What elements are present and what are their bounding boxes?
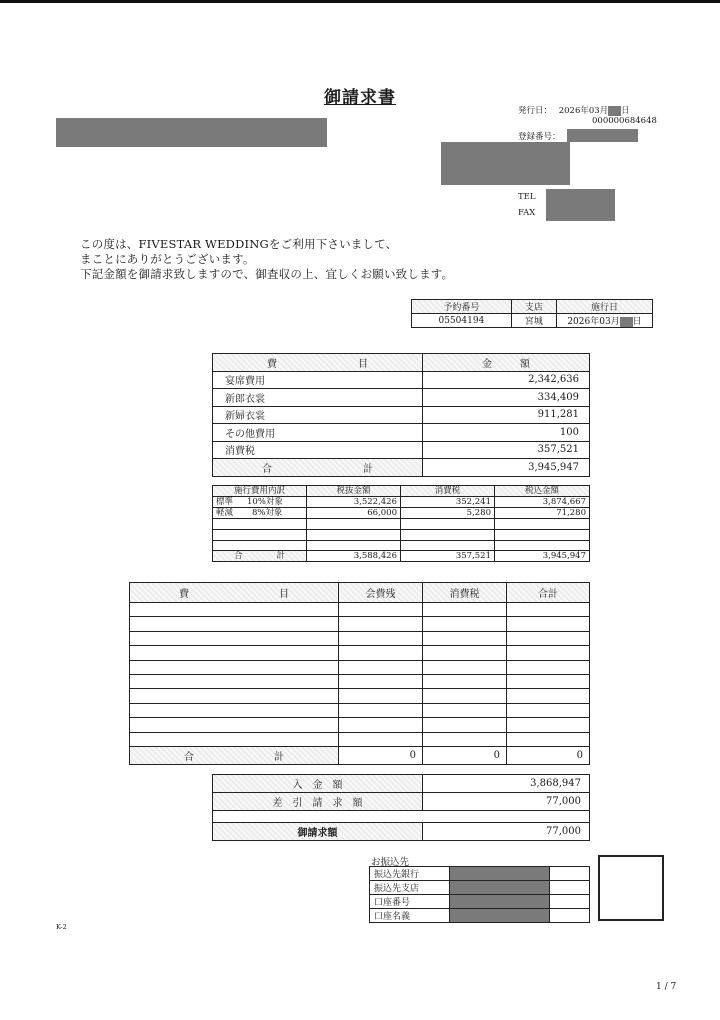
tax-category — [213, 497, 307, 508]
greeting-line-1: この度は、FIVESTAR WEDDINGをご利用下さいまして、 — [80, 237, 398, 251]
table-row — [130, 646, 590, 660]
page-number: 1 / 7 — [656, 982, 677, 992]
tel-label: TEL — [518, 192, 536, 202]
issue-date-label: 発行日： — [518, 106, 553, 116]
tax-category — [213, 508, 307, 519]
table-row — [213, 424, 590, 442]
cost-total-label — [213, 459, 423, 477]
table-row — [130, 689, 590, 703]
redacted-bank-value — [450, 881, 550, 895]
cost-label: 新郎衣裳 — [213, 389, 423, 407]
invoice-label: 御請求額 — [213, 823, 423, 841]
table-row — [213, 441, 590, 459]
greeting-line-2: まことにありがとうございます。 — [80, 252, 255, 266]
cost-header-amount-a: 金 — [482, 358, 492, 370]
fee-total-label-b: 計 — [274, 751, 284, 763]
table-row — [130, 617, 590, 631]
balance-amount: 77,000 — [423, 793, 590, 811]
top-border — [0, 0, 720, 3]
table-row — [130, 703, 590, 717]
issue-date — [518, 104, 630, 116]
table-row — [213, 519, 590, 530]
reservation-header-number: 予約番号 — [412, 300, 512, 314]
redacted-day — [620, 317, 633, 327]
fee-header-total: 合計 — [507, 583, 590, 603]
reservation-date-value: 2026年03月 — [567, 317, 620, 327]
table-row — [213, 371, 590, 389]
cost-label: 新婦衣裳 — [213, 406, 423, 424]
document-number: 000000684648 — [592, 116, 657, 126]
tax-total-label — [213, 551, 307, 562]
table-row — [370, 895, 590, 909]
fee-header-item-b: 目 — [279, 589, 289, 600]
reservation-date-suffix: 日 — [632, 317, 642, 327]
bank-table — [369, 866, 590, 923]
fee-total-balance: 0 — [339, 746, 423, 764]
cost-total-label-a: 合 — [262, 463, 272, 475]
fee-header-item-a: 費 — [179, 589, 189, 600]
table-row — [213, 529, 590, 540]
cost-header-item — [213, 354, 423, 372]
redacted-day — [608, 106, 621, 116]
greeting-line-3: 下記金額を御請求致しますので、御査収の上、宜しくお願い致します。 — [80, 267, 454, 281]
tax-net: 3,522,426 — [307, 497, 401, 508]
cost-total-amount: 3,945,947 — [423, 459, 590, 477]
tax-header-gross: 税込金額 — [495, 486, 590, 497]
issue-date-suffix: 日 — [621, 106, 630, 116]
table-row — [213, 508, 590, 519]
fee-total-label — [130, 746, 339, 764]
cost-amount: 357,521 — [423, 441, 590, 459]
table-row — [130, 660, 590, 674]
tax-total-label-a: 合 — [234, 551, 243, 562]
cost-label: 消費税 — [213, 441, 423, 459]
table-row — [370, 909, 590, 923]
table-row — [370, 867, 590, 881]
fee-header-item — [130, 583, 339, 603]
cost-summary-table — [212, 353, 590, 477]
reservation-number: 05504194 — [412, 314, 512, 328]
redacted-contact — [546, 189, 615, 221]
payment-summary-table — [212, 774, 590, 841]
redacted-bank-value — [450, 909, 550, 923]
tax-net: 66,000 — [307, 508, 401, 519]
cost-total-label-b: 計 — [363, 463, 373, 475]
tax-tax: 5,280 — [401, 508, 495, 519]
reservation-date — [557, 314, 653, 328]
redacted-bank-value — [450, 895, 550, 909]
tax-category-a: 標準 — [216, 497, 234, 507]
bank-row-label: 口座名義 — [370, 909, 450, 923]
table-row — [130, 603, 590, 617]
cost-label: 宴席費用 — [213, 371, 423, 389]
document-title: 御請求書 — [324, 88, 396, 108]
redacted-registration — [567, 129, 638, 142]
reservation-header-date: 施行日 — [557, 300, 653, 314]
cost-header-amount — [423, 354, 590, 372]
reservation-table — [411, 299, 653, 328]
fee-total-label-a: 合 — [184, 751, 194, 763]
reservation-branch: 宮城 — [511, 314, 556, 328]
invoice-amount: 77,000 — [423, 823, 590, 841]
tax-header-category: 施行費用内訳 — [213, 486, 307, 497]
table-row — [213, 497, 590, 508]
table-row — [213, 389, 590, 407]
cost-label: その他費用 — [213, 424, 423, 442]
cost-header-item-b: 目 — [358, 358, 368, 370]
stamp-box — [598, 855, 664, 921]
cost-amount: 100 — [423, 424, 590, 442]
cost-header-item-a: 費 — [267, 358, 277, 370]
redacted-recipient — [56, 118, 327, 147]
received-label: 入 金 額 — [213, 775, 423, 793]
tax-tax: 352,241 — [401, 497, 495, 508]
bank-row-label: 振込先支店 — [370, 881, 450, 895]
fee-total-sum: 0 — [507, 746, 590, 764]
tax-total-label-b: 計 — [276, 551, 285, 562]
tax-header-tax: 消費税 — [401, 486, 495, 497]
bank-row-label: 振込先銀行 — [370, 867, 450, 881]
table-row — [130, 718, 590, 732]
redacted-issuer — [441, 142, 570, 185]
fee-header-balance: 会費残 — [339, 583, 423, 603]
bank-title: お振込先 — [371, 857, 410, 868]
table-row — [370, 881, 590, 895]
form-code: K-2 — [56, 923, 67, 931]
table-row — [130, 732, 590, 746]
cost-amount: 334,409 — [423, 389, 590, 407]
reservation-header-branch: 支店 — [511, 300, 556, 314]
tax-total-tax: 357,521 — [401, 551, 495, 562]
registration-label: 登録番号： — [518, 132, 561, 142]
fee-total-tax: 0 — [423, 746, 507, 764]
table-row — [130, 631, 590, 645]
received-amount: 3,868,947 — [423, 775, 590, 793]
table-row — [213, 406, 590, 424]
tax-category-b: 10%対象 — [247, 497, 283, 507]
table-row — [130, 674, 590, 688]
tax-category-b: 8%対象 — [252, 508, 283, 518]
fee-items-table — [129, 582, 590, 765]
cost-amount: 911,281 — [423, 406, 590, 424]
fee-header-tax: 消費税 — [423, 583, 507, 603]
tax-header-net: 税抜金額 — [307, 486, 401, 497]
tax-total-net: 3,588,426 — [307, 551, 401, 562]
tax-breakdown-table — [212, 485, 590, 562]
spacer-row — [213, 811, 423, 823]
bank-row-label: 口座番号 — [370, 895, 450, 909]
tax-gross: 71,280 — [495, 508, 590, 519]
redacted-bank-value — [450, 867, 550, 881]
cost-amount: 2,342,636 — [423, 371, 590, 389]
balance-label: 差 引 請 求 額 — [213, 793, 423, 811]
issue-date-value: 2026年03月 — [558, 106, 609, 116]
tax-gross: 3,874,667 — [495, 497, 590, 508]
cost-header-amount-b: 額 — [520, 358, 530, 370]
fax-label: FAX — [518, 208, 536, 218]
tax-total-gross: 3,945,947 — [495, 551, 590, 562]
table-row — [213, 540, 590, 551]
tax-category-a: 軽減 — [216, 508, 234, 518]
